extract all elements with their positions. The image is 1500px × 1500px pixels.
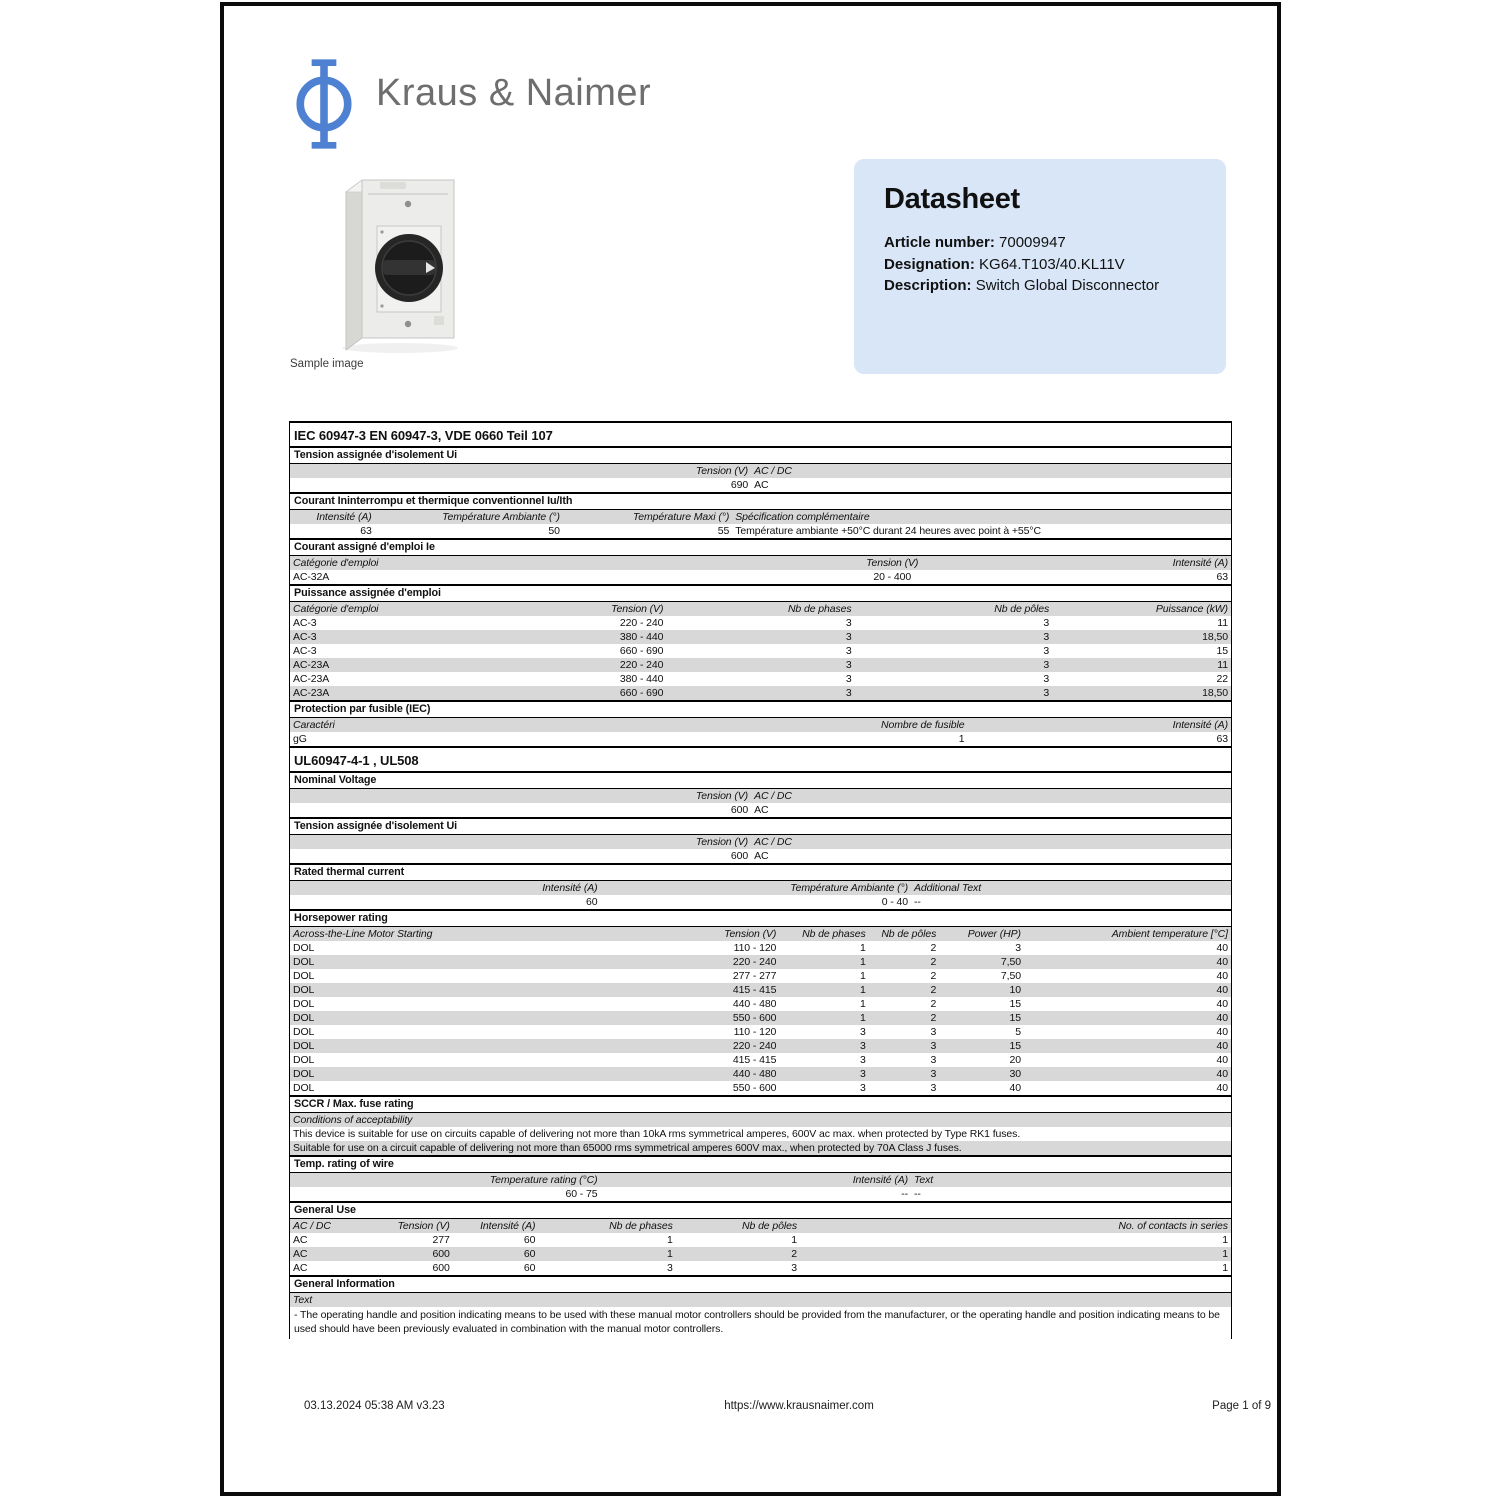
table-row [290, 955, 1231, 969]
table-cell: 3 [930, 1054, 937, 1066]
table-header-row [290, 463, 1231, 478]
table-cell: 2 [930, 1012, 937, 1024]
table-cell: 1 [1222, 1248, 1228, 1260]
table-cell: 660 - 690 [619, 687, 664, 699]
table-cell: 110 - 120 [733, 1026, 777, 1038]
article-number-field [884, 232, 1196, 254]
table-header-cell: Nb de pôles [994, 603, 1050, 615]
table-row [290, 478, 1231, 492]
table-header-cell: Tension (V) [724, 928, 777, 940]
table-cell: 40 [1216, 1026, 1228, 1038]
table-cell: 63 [360, 525, 372, 537]
table-cell: 2 [791, 1248, 797, 1260]
table-cell: 40 [1216, 1012, 1228, 1024]
table-cell: 1 [859, 970, 866, 982]
table-cell: 5 [1015, 1026, 1021, 1038]
section-title-row: UL60947-4-1 , UL508 [290, 746, 1231, 771]
description-value: Switch Global Disconnector [975, 277, 1160, 294]
table-cell: -- [914, 1188, 921, 1200]
table-cell: 3 [845, 631, 852, 643]
table-cell: 600 [730, 850, 749, 862]
table-header-cell: AC / DC [754, 465, 792, 477]
table-cell: 3 [859, 1082, 866, 1094]
table-row [290, 1025, 1231, 1039]
table-cell: 3 [845, 673, 852, 685]
table-row [290, 1053, 1231, 1067]
document-page [220, 2, 1281, 1496]
table-cell: 220 - 240 [619, 617, 664, 629]
footer-page-number: Page 1 of 9 [1212, 1400, 1271, 1412]
table-cell: This device is suitable for use on circuits capable of delivering not more than 10kA rms symmetrical amperes, 600V ac max. when protected by Type RK1 fuses. [293, 1128, 1021, 1140]
table-cell: 60 [523, 1234, 536, 1246]
table-cell: 1 [667, 1234, 673, 1246]
table-header-cell: Across-the-Line Motor Starting [293, 928, 433, 940]
subsection-title-row: Temp. rating of wire [290, 1155, 1231, 1172]
table-cell: 3 [930, 1026, 937, 1038]
table-cell: 40 [1216, 1040, 1228, 1052]
table-cell: 2 [930, 956, 937, 968]
footer-timestamp: 03.13.2024 05:38 AM v3.23 [304, 1400, 445, 1412]
table-cell: 15 [1009, 1040, 1021, 1052]
table-header-cell: Spécification complémentaire [735, 511, 870, 523]
spec-table [289, 421, 1232, 1339]
table-header-row [290, 834, 1231, 849]
table-cell: 380 - 440 [619, 673, 664, 685]
table-cell: AC-3 [293, 617, 317, 629]
table-cell: 550 - 600 [732, 1012, 777, 1024]
table-cell: 220 - 240 [732, 956, 777, 968]
table-row [290, 524, 1231, 538]
table-cell: DOL [293, 942, 315, 954]
table-cell: 18,50 [1202, 687, 1228, 699]
table-header-cell: Conditions of acceptability [293, 1114, 413, 1126]
table-row [290, 1141, 1231, 1155]
table-header-row [290, 926, 1231, 941]
table-cell: 110 - 120 [733, 942, 777, 954]
table-cell: DOL [293, 1082, 315, 1094]
table-row [290, 969, 1231, 983]
table-cell: 1 [859, 984, 866, 996]
table-cell: 60 [523, 1262, 536, 1274]
table-cell: 63 [1216, 571, 1228, 583]
table-header-cell: Température Ambiante (°) [790, 882, 909, 894]
table-header-cell: Tension (V) [397, 1220, 450, 1232]
table-cell: 3 [1043, 659, 1050, 671]
table-header-row [290, 601, 1231, 616]
table-cell: 3 [845, 687, 852, 699]
table-header-cell: Caractéri [293, 719, 335, 731]
table-cell: 1 [859, 956, 866, 968]
table-header-cell: Tension (V) [695, 836, 749, 848]
table-cell: 3 [859, 1068, 866, 1080]
description-field [884, 275, 1196, 297]
table-cell: Suitable for use on a circuit capable of delivering not more than 65000 rms symmetrical amperes 600V max., when protected by 70A Class J fuses. [293, 1142, 962, 1154]
table-cell: 600 [432, 1262, 450, 1274]
table-cell: 660 - 690 [619, 645, 664, 657]
table-header-cell: Nb de pôles [881, 928, 937, 940]
table-header-cell: Nb de phases [802, 928, 866, 940]
table-cell: 11 [1217, 659, 1228, 671]
table-header-cell: Température Ambiante (°) [442, 511, 560, 523]
table-cell: DOL [293, 1068, 315, 1080]
table-row [290, 1127, 1231, 1141]
table-header-row [290, 1112, 1231, 1127]
table-cell: 7,50 [1000, 956, 1021, 968]
table-cell: 20 - 400 [873, 571, 912, 583]
table-cell: 15 [1009, 998, 1021, 1010]
table-cell: 2 [930, 998, 937, 1010]
table-cell: AC-32A [293, 571, 330, 583]
table-cell: 20 [1009, 1054, 1021, 1066]
table-cell: 3 [859, 1040, 866, 1052]
table-header-cell: Tension (V) [695, 465, 749, 477]
subsection-title-row: Rated thermal current [290, 863, 1231, 880]
table-header-row [290, 1218, 1231, 1233]
table-cell: 440 - 480 [732, 1068, 777, 1080]
table-cell: 1 [859, 998, 866, 1010]
table-row [290, 1261, 1231, 1275]
table-row [290, 1233, 1231, 1247]
table-header-cell: Nb de phases [609, 1220, 673, 1232]
table-header-row [290, 1292, 1231, 1307]
table-cell: 3 [1043, 631, 1050, 643]
table-cell: Température ambiante +50°C durant 24 heures avec point à +55°C [735, 525, 1041, 537]
product-image [322, 164, 474, 356]
table-cell: AC-23A [293, 687, 330, 699]
table-cell: 1 [859, 1012, 866, 1024]
table-row [290, 1011, 1231, 1025]
table-cell: 60 [586, 896, 598, 908]
table-cell: AC [293, 1248, 308, 1260]
table-header-row [290, 788, 1231, 803]
table-cell: 40 [1216, 1082, 1228, 1094]
table-cell: 7,50 [1000, 970, 1021, 982]
table-cell: 550 - 600 [732, 1082, 777, 1094]
table-cell: 3 [791, 1262, 797, 1274]
table-cell: 1 [958, 733, 965, 745]
table-cell: 3 [845, 617, 852, 629]
datasheet-title: Datasheet [884, 183, 1020, 215]
table-cell: 15 [1009, 1012, 1021, 1024]
table-cell: - The operating handle and position indicating means to be used with these manual motor controllers should be provided from the manufacturer, or the operating handle and position indicating means to be used should have been previously evaluated in combination with the manual motor controllers. [294, 1309, 1220, 1335]
table-header-cell: Intensité (A) [852, 1174, 909, 1186]
table-header-cell: Catégorie d'emploi [293, 603, 379, 615]
table-cell: 3 [845, 645, 852, 657]
table-header-cell: Température Maxi (°) [632, 511, 730, 523]
table-cell: 600 [432, 1248, 450, 1260]
article-number-label: Article number: [884, 234, 995, 251]
table-cell: 18,50 [1202, 631, 1228, 643]
table-cell: DOL [293, 970, 315, 982]
table-cell: 220 - 240 [619, 659, 664, 671]
table-cell: -- [901, 1188, 909, 1200]
table-row [290, 941, 1231, 955]
table-cell: AC [293, 1234, 308, 1246]
table-cell: 30 [1009, 1068, 1021, 1080]
subsection-title-row: Horsepower rating [290, 909, 1231, 926]
datasheet-info-card [854, 159, 1226, 374]
table-cell: AC [754, 850, 769, 862]
table-cell: -- [914, 896, 921, 908]
footer-url: https://www.krausnaimer.com [724, 1400, 874, 1412]
table-cell: DOL [293, 1012, 315, 1024]
table-header-cell: Temperature rating (°C) [489, 1174, 598, 1186]
table-cell: 415 - 415 [732, 984, 777, 996]
table-row [290, 895, 1231, 909]
table-cell: 40 [1216, 1054, 1228, 1066]
table-cell: 1 [1222, 1262, 1228, 1274]
table-cell: 50 [548, 525, 560, 537]
table-header-row [290, 509, 1231, 524]
table-cell: 22 [1216, 673, 1228, 685]
designation-field [884, 254, 1196, 276]
table-cell: 440 - 480 [732, 998, 777, 1010]
table-row [290, 1247, 1231, 1261]
table-cell: DOL [293, 956, 315, 968]
table-cell: 2 [930, 970, 937, 982]
table-cell: 277 - 277 [732, 970, 777, 982]
brand-logo-phi-icon [286, 58, 362, 150]
subsection-title-row: General Information [290, 1275, 1231, 1292]
table-cell: 3 [859, 1026, 866, 1038]
subsection-title-row: Tension assignée d'isolement Ui [290, 817, 1231, 834]
table-cell: 220 - 240 [732, 1040, 777, 1052]
table-row [290, 644, 1231, 658]
table-cell: 3 [845, 659, 852, 671]
table-header-cell: Intensité (A) [316, 511, 372, 523]
table-header-cell: Intensité (A) [542, 882, 598, 894]
table-header-cell: Tension (V) [611, 603, 664, 615]
table-cell: 40 [1216, 970, 1228, 982]
table-cell: 600 [730, 804, 749, 816]
table-cell: 3 [667, 1262, 673, 1274]
table-cell: 415 - 415 [732, 1054, 777, 1066]
table-row [290, 997, 1231, 1011]
table-row [290, 983, 1231, 997]
subsection-title-row: Nominal Voltage [290, 771, 1231, 788]
table-header-cell: Nb de pôles [742, 1220, 797, 1232]
table-row [290, 1187, 1231, 1201]
table-cell: 40 [1216, 956, 1228, 968]
table-header-cell: AC / DC [754, 836, 792, 848]
table-cell: DOL [293, 1054, 315, 1066]
table-cell: 10 [1009, 984, 1021, 996]
table-header-cell: Text [293, 1294, 313, 1306]
brand-name: Kraus & Naimer [376, 72, 652, 114]
table-row [290, 686, 1231, 700]
subsection-title-row: Protection par fusible (IEC) [290, 700, 1231, 717]
table-cell: 0 - 40 [881, 896, 909, 908]
table-row [290, 1067, 1231, 1081]
table-cell: 60 [523, 1248, 536, 1260]
table-cell: 3 [1043, 673, 1050, 685]
table-cell: 2 [930, 984, 937, 996]
table-cell: 3 [930, 1082, 937, 1094]
table-header-cell: Text [914, 1174, 934, 1186]
table-row [290, 1307, 1231, 1339]
table-header-cell: AC / DC [754, 790, 792, 802]
table-header-cell: Power (HP) [967, 928, 1021, 940]
table-cell: 3 [930, 1040, 937, 1052]
table-cell: 40 [1216, 984, 1228, 996]
table-cell: 40 [1216, 942, 1228, 954]
table-cell: AC [293, 1262, 308, 1274]
table-header-row [290, 1172, 1231, 1187]
table-cell: 1 [791, 1234, 797, 1246]
table-row [290, 1081, 1231, 1095]
designation-value: KG64.T103/40.KL11V [979, 255, 1125, 273]
table-cell: 380 - 440 [619, 631, 664, 643]
table-header-cell: Intensité (A) [1172, 557, 1228, 569]
table-cell: 1 [1222, 1234, 1228, 1246]
table-header-cell: Additional Text [914, 882, 982, 894]
table-cell: 3 [1043, 687, 1050, 699]
designation-label: Designation: [884, 255, 975, 273]
table-cell: AC [754, 804, 769, 816]
table-cell: 3 [1043, 617, 1050, 629]
table-cell: DOL [293, 998, 315, 1010]
article-number-value: 70009947 [999, 234, 1066, 251]
table-row [290, 803, 1231, 817]
table-row [290, 732, 1231, 746]
table-cell: 40 [1216, 1068, 1228, 1080]
table-cell: AC [754, 479, 769, 491]
table-cell: 3 [1015, 942, 1021, 954]
table-cell: DOL [293, 984, 315, 996]
description-label: Description: [884, 277, 972, 294]
table-row [290, 672, 1231, 686]
table-header-row [290, 555, 1231, 570]
table-cell: gG [293, 733, 307, 745]
table-cell: 277 [432, 1234, 450, 1246]
table-header-cell: No. of contacts in series [1118, 1220, 1228, 1232]
table-cell: 1 [667, 1248, 673, 1260]
table-header-cell: Tension (V) [695, 790, 749, 802]
table-row [290, 616, 1231, 630]
table-header-cell: Intensité (A) [1172, 719, 1228, 731]
table-header-cell: AC / DC [293, 1220, 331, 1232]
table-cell: AC-23A [293, 659, 330, 671]
table-cell: 2 [930, 942, 937, 954]
subsection-title-row: Tension assignée d'isolement Ui [290, 446, 1231, 463]
table-cell: 11 [1217, 617, 1228, 629]
table-cell: DOL [293, 1040, 315, 1052]
table-cell: 690 [730, 479, 749, 491]
table-cell: 3 [930, 1068, 937, 1080]
table-cell: AC-3 [293, 631, 317, 643]
sample-image-label: Sample image [290, 358, 364, 370]
table-header-row [290, 717, 1231, 732]
table-cell: 1 [859, 942, 866, 954]
table-row [290, 1039, 1231, 1053]
table-row [290, 658, 1231, 672]
table-cell: 15 [1216, 645, 1228, 657]
table-header-cell: Nombre de fusible [881, 719, 965, 731]
table-cell: AC-23A [293, 673, 330, 685]
table-header-cell: Ambient temperature [°C] [1111, 928, 1228, 940]
table-cell: 55 [717, 525, 730, 537]
subsection-title-row: SCCR / Max. fuse rating [290, 1095, 1231, 1112]
table-header-row [290, 880, 1231, 895]
section-title-row: IEC 60947-3 EN 60947-3, VDE 0660 Teil 107 [290, 421, 1231, 446]
table-cell: 63 [1216, 733, 1228, 745]
table-header-cell: Nb de phases [787, 603, 852, 615]
table-cell: 3 [859, 1054, 866, 1066]
table-header-cell: Intensité (A) [480, 1220, 536, 1232]
subsection-title-row: Courant Ininterrompu et thermique conventionnel Iu/Ith [290, 492, 1231, 509]
subsection-title-row: General Use [290, 1201, 1231, 1218]
table-header-cell: Tension (V) [866, 557, 919, 569]
table-cell: 3 [1043, 645, 1050, 657]
table-cell: 40 [1009, 1082, 1021, 1094]
subsection-title-row: Courant assigné d'emploi Ie [290, 538, 1231, 555]
table-header-cell: Puissance (kW) [1155, 603, 1228, 615]
table-row [290, 630, 1231, 644]
table-cell: AC-3 [293, 645, 317, 657]
table-cell: 60 - 75 [565, 1188, 598, 1200]
subsection-title-row: Puissance assignée d'emploi [290, 584, 1231, 601]
table-row [290, 570, 1231, 584]
table-cell: 40 [1216, 998, 1228, 1010]
table-header-cell: Catégorie d'emploi [293, 557, 379, 569]
table-cell: DOL [293, 1026, 315, 1038]
table-row [290, 849, 1231, 863]
